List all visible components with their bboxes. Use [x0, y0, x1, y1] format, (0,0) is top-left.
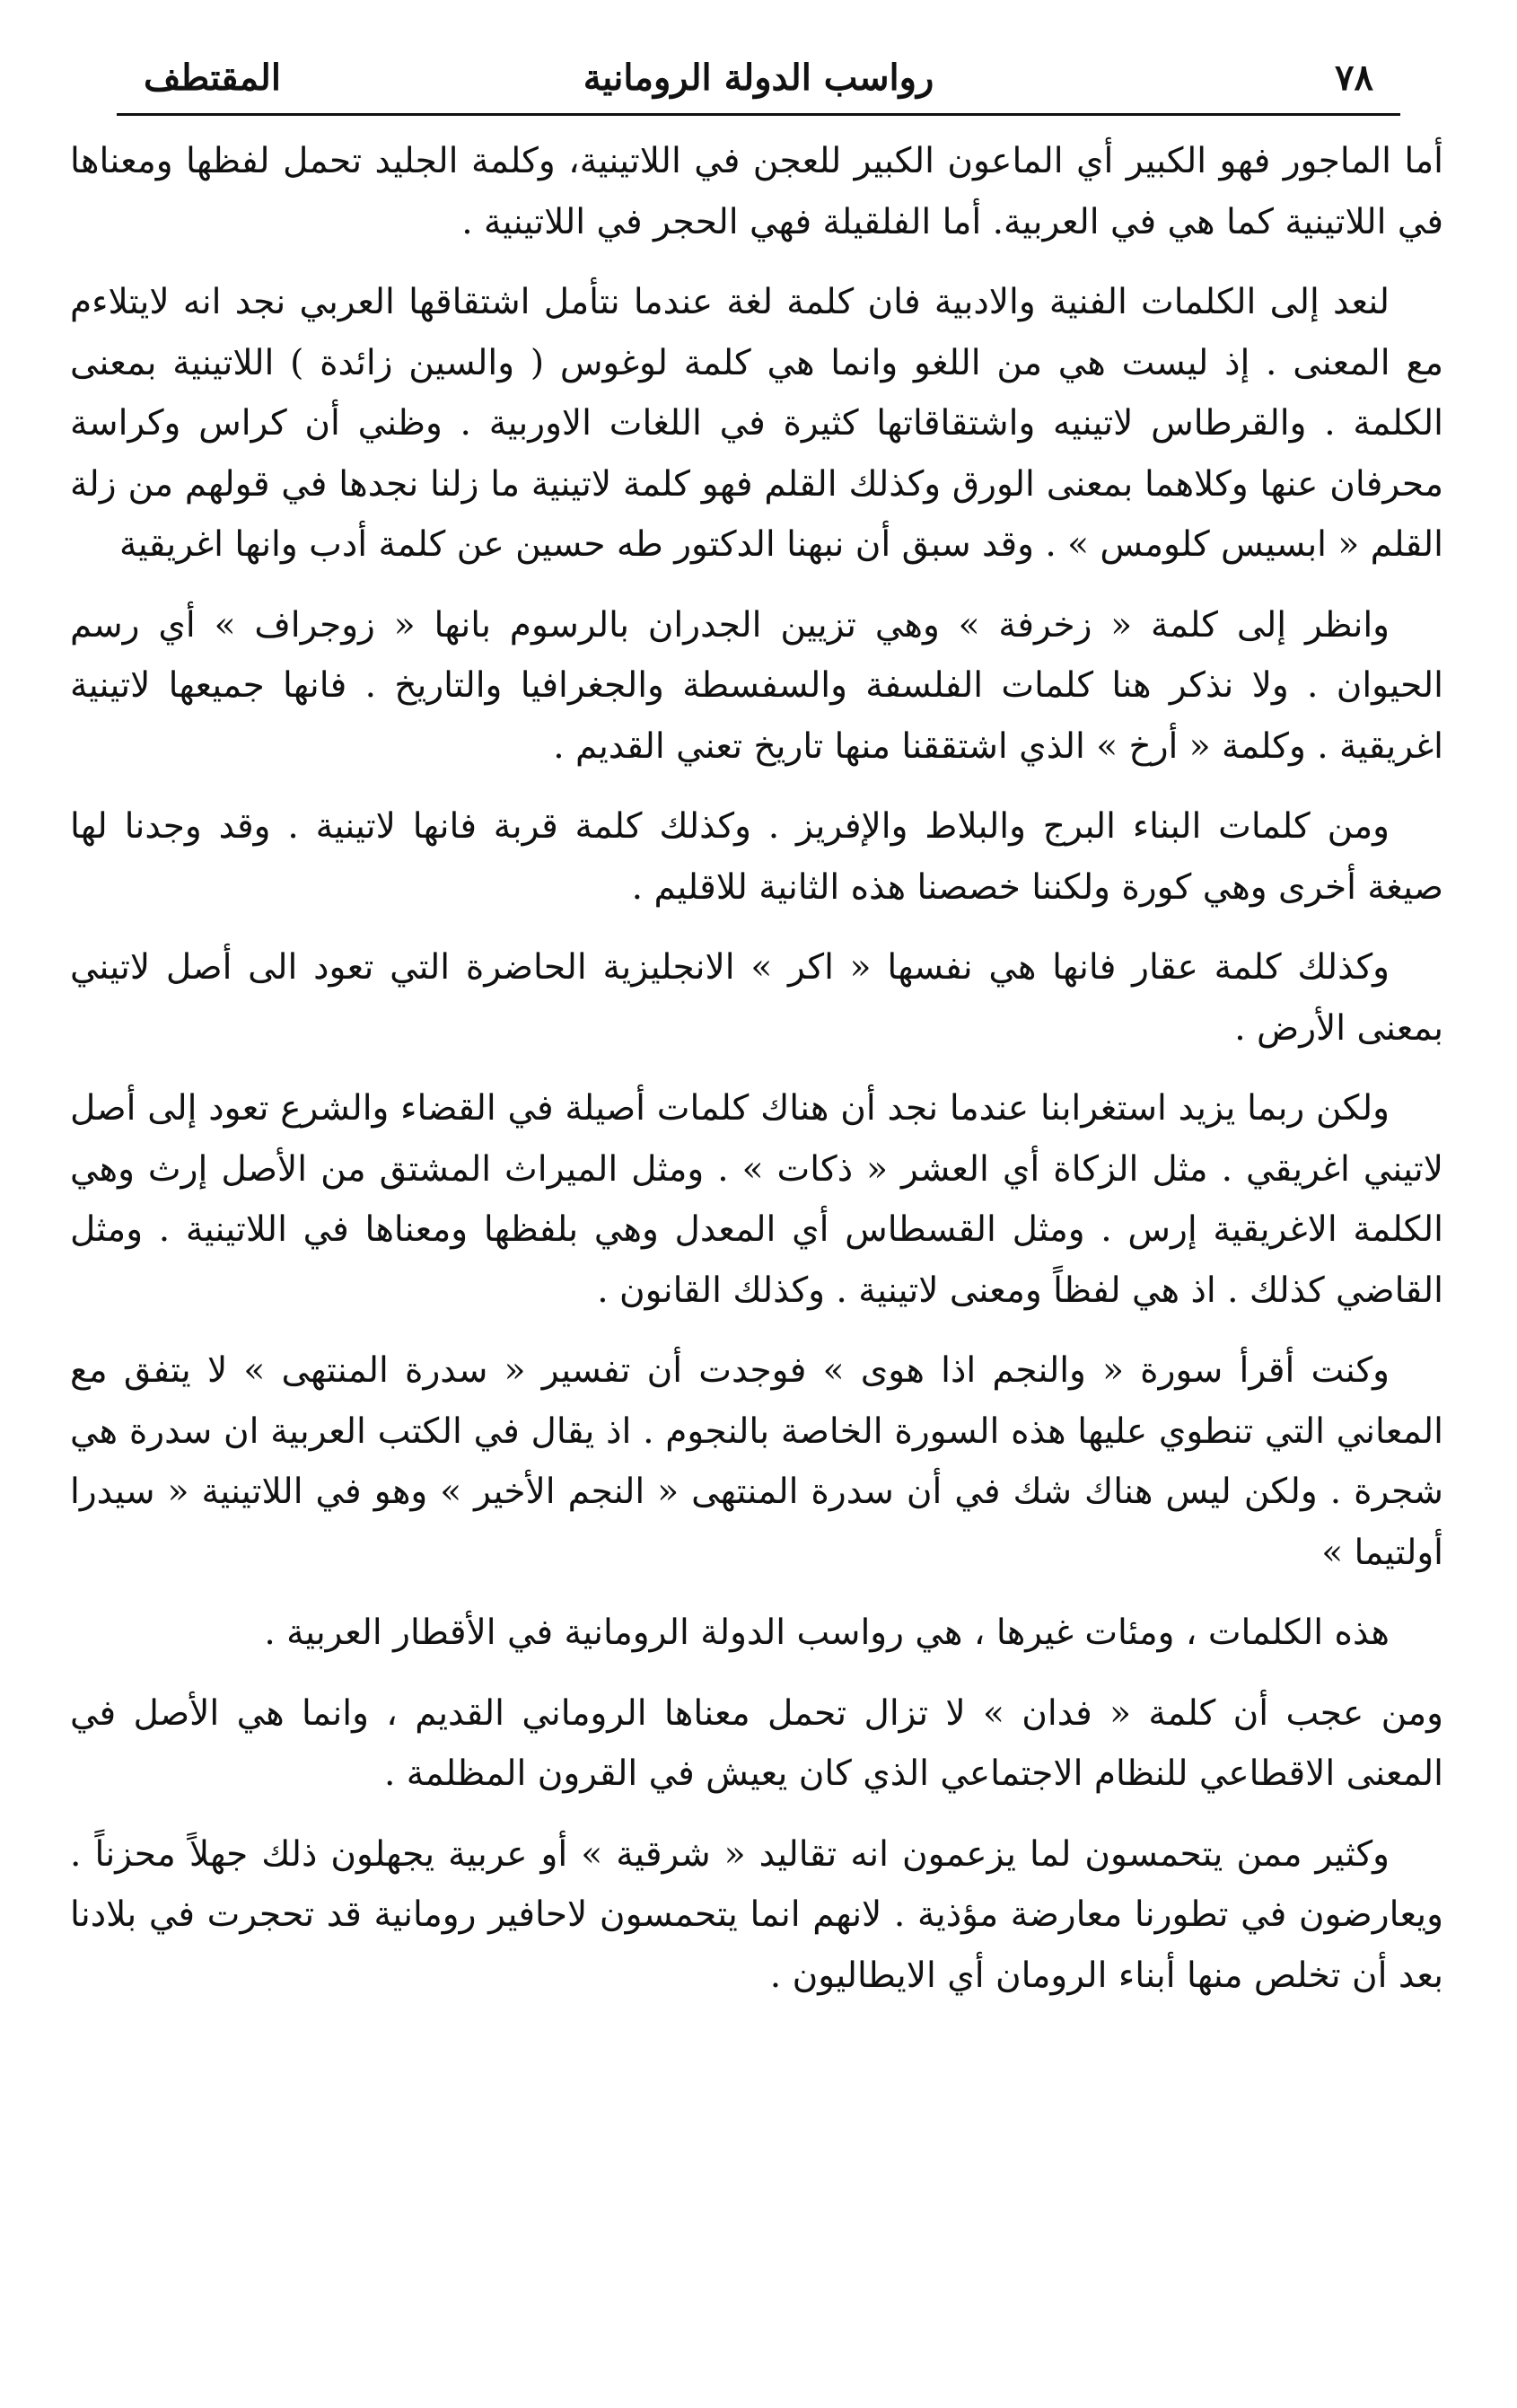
paragraph: هذه الكلمات ، ومئات غيرها ، هي رواسب الدولة الرومانية في الأقطار العربية .	[264, 1613, 1390, 1653]
paragraph: ومن عجب أن كلمة « فدان » لا تزال تحمل معناها الروماني القديم ، وانما هي الأصل في المعنى الاقطاعي للنظام الاجتماعي الذي كان يعيش في القرون المظلمة .	[70, 1692, 1443, 1794]
page-header	[117, 47, 1400, 110]
journal-name: المقتطف	[144, 57, 281, 99]
paragraph: وكنت أقرأ سورة « والنجم اذا هوى » فوجدت أن تفسير « سدرة المنتهى » لا يتفق مع المعاني التي تنطوي عليها هذه السورة الخاصة بالنجوم . اذ يقال في الكتب العربية ان سدرة هي شجرة . ولكن ليس هناك شك في أن سدرة المنتهى « النجم الأخير » وهو في اللاتينية « سيدرا أولتيما »	[70, 1350, 1443, 1573]
paragraph: وانظر إلى كلمة « زخرفة » وهي تزيين الجدران بالرسوم بانها « زوجراف » أي رسم الحيوان . ولا نذكر هنا كلمات الفلسفة والسفسطة والجغرافيا والتاريخ . فانها جميعها لاتينية اغريقية . وكلمة « أرخ » الذي اشتققنا منها تاريخ تعني القديم .	[70, 604, 1443, 767]
paragraph: ومن كلمات البناء البرج والبلاط والإفريز . وكذلك كلمة قربة فانها لاتينية . وقد وجدنا لها صيغة أخرى وهي كورة ولكننا خصصنا هذه الثانية للاقليم .	[70, 806, 1443, 908]
article-body	[70, 131, 1443, 2026]
paragraph: ولكن ربما يزيد استغرابنا عندما نجد أن هناك كلمات أصيلة في القضاء والشرع تعود إلى أصل لاتيني اغريقي . مثل الزكاة أي العشر « ذكات » . ومثل الميراث المشتق من الأصل إرث وهي الكلمة الاغريقية إرس . ومثل القسطاس أي المعدل وهي بلفظها ومعناها في اللاتينية . ومثل القاضي كذلك . اذ هي لفظاً ومعنى لاتينية . وكذلك القانون .	[70, 1088, 1443, 1311]
header-rule	[117, 113, 1400, 116]
paragraph: لنعد إلى الكلمات الفنية والادبية فان كلمة لغة عندما نتأمل اشتقاقها العربي نجد انه لايتلاءم مع المعنى . إذ ليست هي من اللغو وانما هي كلمة لوغوس ( والسين زائدة ) اللاتينية بمعنى الكلمة . والقرطاس لاتينيه واشتقاقاتها كثيرة في اللغات الاوربية . وظني أن كراس وكراسة محرفان عنها وكلاهما بمعنى الورق وكذلك القلم فهو كلمة لاتينية ما زلنا نجدها في قولهم من زلة القلم « ابسيس كلومس » . وقد سبق أن نبهنا الدكتور طه حسين عن كلمة أدب وانها اغريقية	[70, 282, 1443, 565]
paragraph: أما الماجور فهو الكبير أي الماعون الكبير للعجن في اللاتينية، وكلمة الجليد تحمل لفظها ومعناها في اللاتينية كما هي في العربية. أما الفلقيلة فهي الحجر في اللاتينية .	[70, 141, 1443, 242]
paragraph: وكذلك كلمة عقار فانها هي نفسها « اكر » الانجليزية الحاضرة التي تعود الى أصل لاتيني بمعنى الأرض .	[70, 947, 1443, 1049]
page-number: ٧٨	[1335, 57, 1373, 99]
paragraph: وكثير ممن يتحمسون لما يزعمون انه تقاليد « شرقية » أو عربية يجهلون ذلك جهلاً محزناً . ويعارضون في تطورنا معارضة مؤذية . لانهم انما يتحمسون لاحافير رومانية قد تحجرت في بلادنا بعد أن تخلص منها أبناء الرومان أي الايطاليون .	[70, 1833, 1443, 1996]
running-title: رواسب الدولة الرومانية	[583, 57, 934, 99]
